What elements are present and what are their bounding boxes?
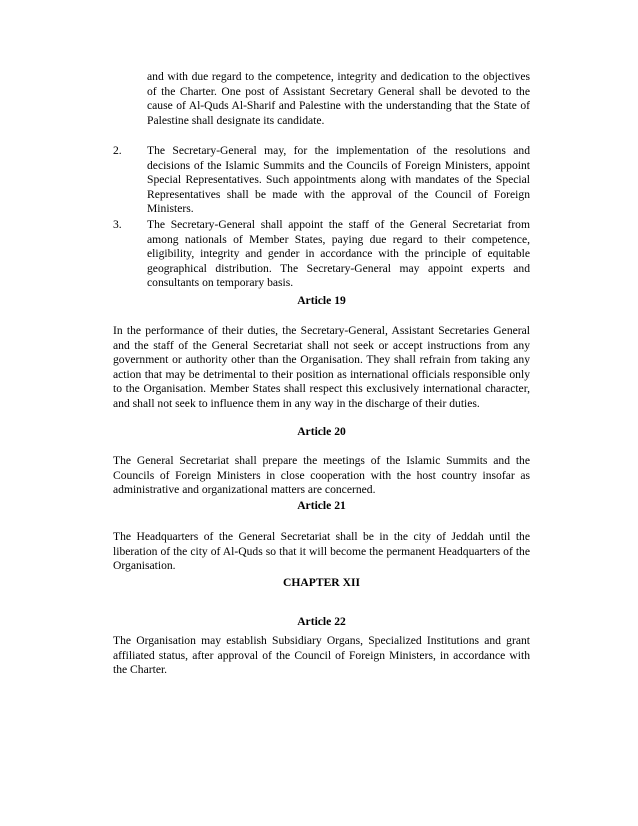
chapter-heading: CHAPTER XII xyxy=(283,576,360,589)
article-22-text: The Organisation may establish Subsidiary Organs, Specialized Institutions and grant affiliated status, after approval of the Council of Foreign Ministers, in accordance with the Charter. xyxy=(113,634,530,677)
article-19-heading: Article 19 xyxy=(297,294,346,307)
continuation-paragraph: and with due regard to the competence, integrity and dedication to the objectives of the Charter. One post of Assistant Secretary General shall be devoted to the cause of Al-Quds Al-Sharif and Palestine with the understanding that the State of Palestine shall designate its candidate. xyxy=(147,70,530,127)
item-2-text: The Secretary-General may, for the implementation of the resolutions and decisions of the Islamic Summits and the Councils of Foreign Ministers, appoint Special Representatives. Such appointments along with mandates of the Special Representatives shall be made with the approval of the Council of Foreign Ministers. xyxy=(147,144,530,216)
article-20-text: The General Secretariat shall prepare the meetings of the Islamic Summits and the Councils of Foreign Ministers in close cooperation with the host country insofar as administrative and organizational matters are concerned. xyxy=(113,454,530,497)
item-3-text: The Secretary-General shall appoint the staff of the General Secretariat from among nationals of Member States, paying due regard to their competence, eligibility, integrity and gender in accordance with the principle of equitable geographical distribution. The Secretary-General may appoint experts and consultants on temporary basis. xyxy=(147,218,530,290)
item-3-number: 3. xyxy=(113,218,122,231)
article-22-heading: Article 22 xyxy=(297,615,346,628)
article-20-heading: Article 20 xyxy=(297,425,346,438)
article-21-text: The Headquarters of the General Secretariat shall be in the city of Jeddah until the liberation of the city of Al-Quds so that it will become the permanent Headquarters of the Organisation. xyxy=(113,530,530,573)
article-21-heading: Article 21 xyxy=(297,499,346,512)
item-2-number: 2. xyxy=(113,144,122,157)
article-19-text: In the performance of their duties, the Secretary-General, Assistant Secretaries General and the staff of the General Secretariat shall not seek or accept instructions from any government or authority other than the Organisation. They shall refrain from taking any action that may be detrimental to their position as international officials responsible only to the Organisation. Member States shall respect this exclusively international character, and shall not seek to influence them in any way in the discharge of their duties. xyxy=(113,324,530,410)
